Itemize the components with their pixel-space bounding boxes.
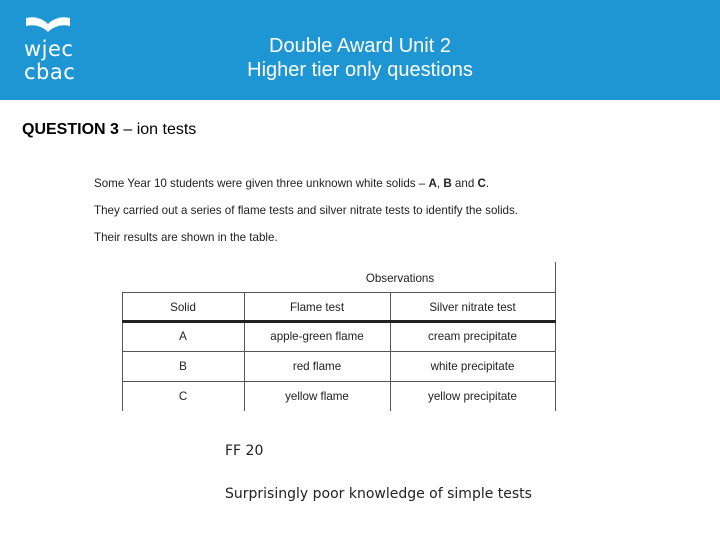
table-cell-solid: B (179, 360, 187, 373)
table-cell-flame: yellow flame (285, 390, 349, 403)
question-topic: – ion tests (118, 121, 197, 138)
intro-line-3: Their results are shown in the table. (94, 231, 278, 244)
table-cell-flame: red flame (292, 360, 342, 373)
title-line-1: Double Award Unit 2 (269, 35, 451, 57)
intro-line-1-text: Some Year 10 students were given three unknown white solids – (94, 177, 429, 190)
table-header-rule (122, 320, 556, 323)
question-number: QUESTION 3 (22, 121, 119, 138)
examiner-code: FF 20 (225, 443, 264, 459)
logo-text-wjec: wjec (24, 37, 74, 61)
intro-line-2: They carried out a series of flame tests and silver nitrate tests to identify the solids. (94, 204, 519, 217)
intro-comma: , (436, 177, 444, 190)
column-header-solid: Solid (170, 301, 196, 314)
observations-header: Observations (365, 272, 435, 285)
intro-line-1 (94, 177, 489, 190)
intro-period: . (485, 177, 490, 190)
question-heading (22, 121, 196, 139)
table-cell-silver-nitrate: white precipitate (430, 360, 515, 373)
table-cell-flame: apple-green flame (270, 330, 364, 343)
wjec-cbac-logo (18, 14, 98, 86)
solid-a-label: A (428, 177, 437, 190)
title-line-2: Higher tier only questions (247, 59, 473, 81)
book-icon (18, 14, 78, 36)
table-cell-solid: A (179, 330, 187, 343)
table-cell-silver-nitrate: yellow precipitate (428, 390, 517, 403)
results-table (122, 262, 556, 411)
intro-and: and (451, 177, 478, 190)
solid-c-label: C (477, 177, 486, 190)
table-rule-row-2 (122, 381, 556, 382)
column-header-silver-nitrate: Silver nitrate test (429, 301, 516, 314)
table-cell-silver-nitrate: cream precipitate (428, 330, 517, 343)
table-rule-top (122, 292, 556, 293)
page-title (150, 34, 570, 82)
examiner-comment: Surprisingly poor knowledge of simple tests (225, 486, 532, 502)
header-banner (0, 0, 720, 100)
logo-text-cbac: cbac (24, 60, 76, 84)
solid-b-label: B (443, 177, 452, 190)
table-rule-row-1 (122, 351, 556, 352)
table-cell-solid: C (178, 390, 188, 403)
column-header-flame-test: Flame test (289, 301, 345, 314)
